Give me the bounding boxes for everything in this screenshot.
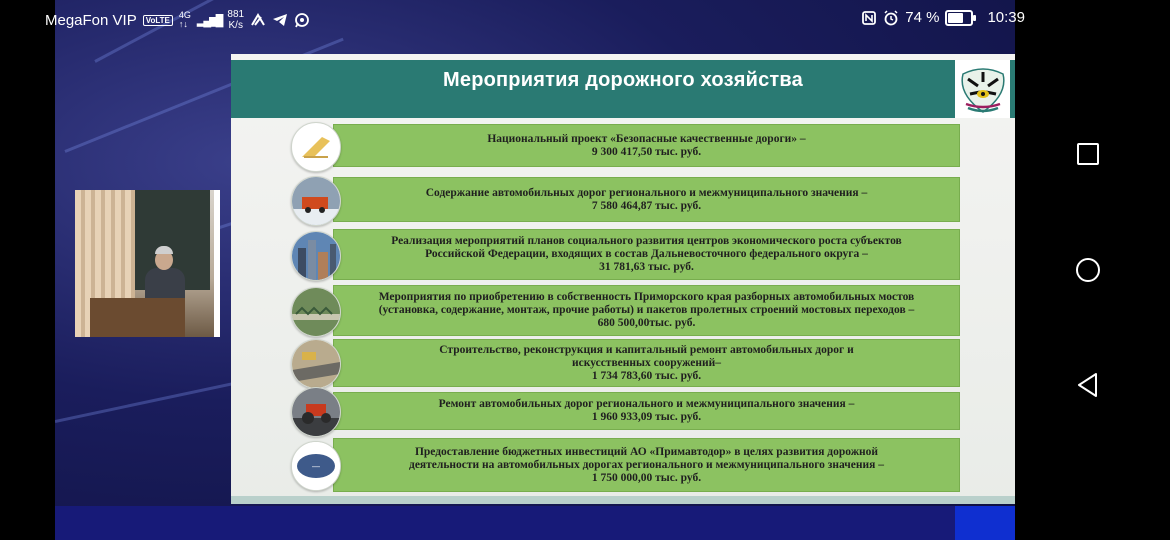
measure-text-line: Российской Федерации, входящих в состав Дальневосточного федерального округа – — [425, 248, 868, 260]
recent-apps-button[interactable] — [1073, 139, 1103, 169]
measure-text-line: 9 300 417,50 тыс. руб. — [591, 145, 702, 158]
whatsapp-icon — [294, 12, 310, 28]
slide-footer — [231, 496, 1015, 504]
video-bottom-band — [55, 506, 1015, 540]
status-bar — [0, 0, 1170, 36]
road-construction-icon — [291, 339, 341, 389]
triangle-back-icon — [1076, 372, 1100, 398]
battery-percent: 74 % — [905, 9, 940, 26]
volte-badge: VoLTE — [143, 15, 173, 26]
road-pencil-icon — [291, 122, 341, 172]
alarm-icon — [883, 10, 899, 26]
measure-text-box — [333, 392, 960, 430]
signal-icon: ▂▄▆█ — [196, 14, 222, 27]
measure-text-line: 1 734 783,60 тыс. руб. — [591, 369, 702, 382]
bridge-icon — [291, 287, 341, 337]
svg-text:—: — — [312, 462, 320, 471]
city-icon — [291, 231, 341, 281]
slide-title: Мероприятия дорожного хозяйства — [443, 69, 803, 91]
network-speed: 881 K/s — [227, 9, 245, 31]
measure-text-line: Мероприятия по приобретению в собственность Приморского края разборных автомобильных мостов — [378, 291, 915, 303]
measure-text-line: искусственных сооружений– — [572, 356, 721, 369]
measure-text-line: (установка, содержание, монтаж, прочие работы) и пакетов пролетных строений мостовых переходов – — [378, 304, 915, 316]
carrier-name: MegaFon VIP — [45, 11, 137, 29]
vpn-icon — [250, 13, 266, 27]
measure-text-box — [333, 285, 960, 336]
speaker-video-thumbnail[interactable] — [75, 190, 220, 337]
measure-text-line: 1 750 000,00 тыс. руб. — [591, 471, 702, 484]
measure-text-line: Реализация мероприятий планов социального развития центров экономического роста субъектов — [391, 235, 902, 247]
nfc-icon — [861, 10, 877, 26]
tiger-logo — [955, 60, 1010, 118]
measure-text-box — [333, 339, 960, 387]
measure-text-box — [333, 177, 960, 222]
measure-text-box — [333, 438, 960, 492]
navigation-bar — [1015, 36, 1170, 540]
home-button[interactable] — [1073, 255, 1103, 285]
clock-time: 10:39 — [987, 9, 1025, 26]
measure-text-line: 31 781,63 тыс. руб. — [599, 261, 694, 273]
measure-text-box — [333, 124, 960, 167]
video-bottom-accent — [955, 506, 1015, 540]
measure-text-box — [333, 229, 960, 280]
measure-text-line: Содержание автомобильных дорог регионального и межмуниципального значения – — [425, 186, 868, 199]
measure-text-line: Ремонт автомобильных дорог регионального и межмуниципального значения – — [438, 398, 855, 410]
measure-text-line: Строительство, реконструкция и капитальный ремонт автомобильных дорог и — [439, 343, 854, 356]
circle-icon — [1075, 257, 1101, 283]
telegram-icon — [272, 13, 288, 27]
measure-text-line: Предоставление бюджетных инвестиций АО «Примавтодор» в целях развития дорожной — [414, 445, 879, 458]
network-type: 4G ↑↓ — [178, 10, 191, 29]
measure-text-line: деятельности на автомобильных дорогах регионального и межмуниципального значения – — [409, 458, 884, 471]
measure-text-line: 1 960 933,09 тыс. руб. — [591, 411, 702, 423]
road-roller-icon — [291, 387, 341, 437]
snowplow-icon — [291, 176, 341, 226]
primavtodor-logo-icon — [291, 441, 341, 491]
measure-text-line: 680 500,00тыс. руб. — [597, 317, 696, 329]
battery-icon — [945, 10, 973, 26]
presentation-slide — [231, 54, 1015, 504]
back-button[interactable] — [1073, 370, 1103, 400]
measure-text-line: 7 580 464,87 тыс. руб. — [591, 199, 702, 212]
measure-text-line: Национальный проект «Безопасные качественные дороги» – — [487, 132, 806, 145]
square-icon — [1076, 142, 1100, 166]
